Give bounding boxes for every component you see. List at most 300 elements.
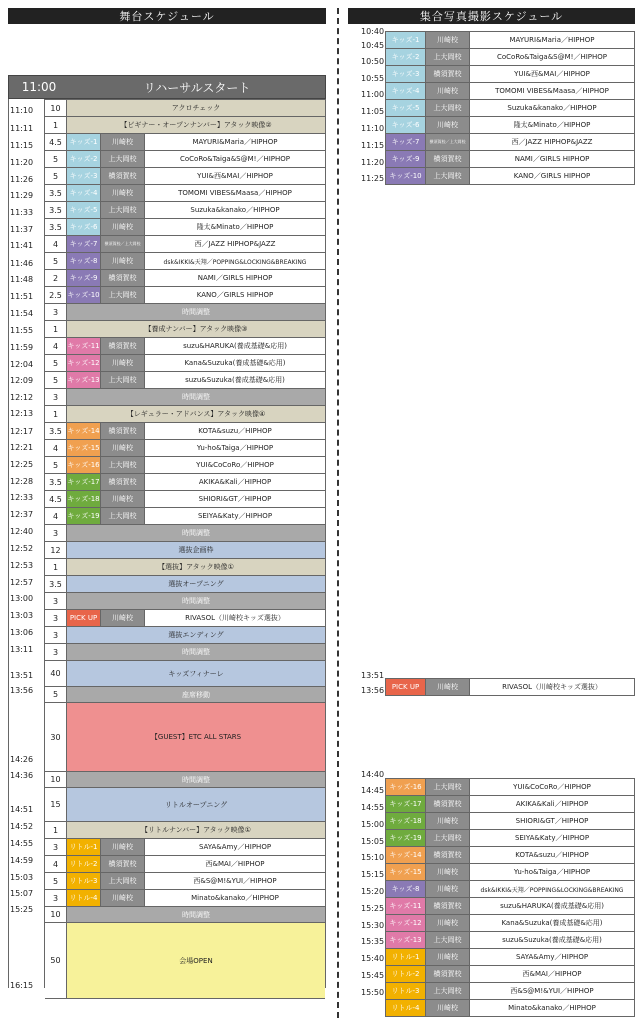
stage-schedule-header: 舞台スケジュール [8,8,326,24]
school-cell: 上大岡校 [426,49,470,65]
schedule-span-row [45,788,325,822]
photo-slot-row [386,1000,634,1017]
school-cell: 川崎校 [426,881,470,897]
act-description: RIVASOL（川崎校キッズ選抜） [470,679,634,695]
time-tick: 12:17 [10,427,34,436]
duration-cell: 3.5 [45,474,67,490]
time-tick: 16:15 [10,981,34,990]
time-tick: 15:25 [361,904,385,913]
act-tag: キッズ-2 [386,49,426,65]
act-description: SAYA&Amy／HIPHOP [145,839,325,855]
span-label: 時間調整 [67,525,325,541]
duration-cell: 5 [45,355,67,371]
school-cell: 川崎校 [101,253,145,269]
school-cell: 上大岡校 [426,100,470,116]
photo-slot-row [386,881,634,898]
act-description: AKIKA&Kali／HIPHOP [470,796,634,812]
duration-cell: 3 [45,389,67,405]
time-tick: 11:10 [361,124,385,133]
act-description: MAYURI&Maria／HIPHOP [145,134,325,150]
span-label: 時間調整 [67,389,325,405]
photo-schedule-table [385,31,635,185]
duration-cell: 1 [45,321,67,337]
act-tag: キッズ-7 [386,134,426,150]
time-tick: 12:37 [10,510,34,519]
school-cell: 上大岡校 [101,287,145,303]
duration-cell: 30 [45,703,67,771]
school-cell: 川崎校 [426,83,470,99]
time-tick: 12:57 [10,578,34,587]
act-tag: キッズ-5 [386,100,426,116]
duration-cell: 1 [45,559,67,575]
act-description: 西&MAI／HIPHOP [145,856,325,872]
photo-slot-row [386,966,634,983]
duration-cell: 10 [45,907,67,922]
act-description: suzu&Suzuka(養成基礎&応用) [470,932,634,948]
school-cell: 横須賀校 [101,856,145,872]
duration-cell: 3 [45,304,67,320]
act-description: 隆太&Minato／HIPHOP [145,219,325,235]
school-cell: 川崎校 [101,839,145,855]
act-tag: キッズ-14 [67,423,101,439]
time-tick: 11:00 [361,90,385,99]
school-cell: 上大岡校 [426,830,470,846]
span-label: 【選抜】アタック映像① [67,559,325,575]
time-tick: 12:28 [10,477,34,486]
duration-cell: 3.5 [45,576,67,592]
span-label: リトルオープニング [67,788,325,821]
time-tick: 14:40 [361,770,385,779]
act-description: 隆太&Minato／HIPHOP [470,117,634,133]
time-tick: 11:41 [10,241,34,250]
duration-cell: 5 [45,168,67,184]
act-description: 西&MAI／HIPHOP [470,966,634,982]
schedule-act-row [45,338,325,355]
act-description: suzu&HARUKA(養成基礎&応用) [470,898,634,914]
span-label: 会場OPEN [67,923,325,998]
time-tick: 12:25 [10,460,34,469]
school-cell: 横須賀校 [426,66,470,82]
time-tick: 14:59 [10,856,34,865]
time-tick: 15:10 [361,853,385,862]
schedule-act-row [45,355,325,372]
photo-slot-row [386,100,634,117]
span-label: 選抜企画枠 [67,542,325,558]
duration-cell: 4.5 [45,134,67,150]
schedule-act-row [45,270,325,287]
act-tag: キッズ-14 [386,847,426,863]
duration-cell: 3 [45,610,67,626]
school-cell: 上大岡校 [426,779,470,795]
time-tick: 11:55 [10,326,34,335]
act-tag: キッズ-18 [67,491,101,507]
time-tick: 15:05 [361,837,385,846]
act-description: SHIORI&GT／HIPHOP [145,491,325,507]
photo-slot-row [386,134,634,151]
schedule-span-row [45,822,325,839]
time-tick: 12:52 [10,544,34,553]
time-tick: 11:05 [361,107,385,116]
photo-slot-row [386,32,634,49]
duration-cell: 4 [45,508,67,524]
schedule-act-row [45,253,325,270]
school-cell: 川崎校 [101,610,145,626]
act-description: dsk&IKKI&天翔／POPPING&LOCKING&BREAKING [145,253,325,269]
photo-slot-row [386,830,634,847]
school-cell: 横須賀校 [426,847,470,863]
schedule-act-row [45,890,325,907]
school-cell: 川崎校 [101,491,145,507]
time-tick: 14:26 [10,755,34,764]
photo-slot-row [386,779,634,796]
act-tag: キッズ-16 [386,779,426,795]
schedule-act-row [45,839,325,856]
span-label: 座席移動 [67,687,325,702]
act-description: KOTA&suzu／HIPHOP [145,423,325,439]
schedule-act-row [45,423,325,440]
act-description: SAYA&Amy／HIPHOP [470,949,634,965]
schedule-span-row [45,687,325,703]
duration-cell: 4 [45,236,67,252]
act-tag: キッズ-18 [386,813,426,829]
time-tick: 10:40 [361,27,385,36]
time-tick: 15:15 [361,870,385,879]
photo-slot-row [386,932,634,949]
school-cell: 川崎校 [101,185,145,201]
school-cell: 横須賀校／上大岡校 [426,134,470,150]
act-description: YUI&CoCoRo／HIPHOP [470,779,634,795]
time-tick: 11:54 [10,309,34,318]
schedule-span-row [45,593,325,610]
photo-slot-row [386,66,634,83]
act-tag: キッズ-17 [67,474,101,490]
act-description: Yu-ho&Taiga／HIPHOP [145,440,325,456]
school-cell: 横須賀校 [101,423,145,439]
school-cell: 川崎校 [426,1000,470,1016]
duration-cell: 5 [45,457,67,473]
act-tag: キッズ-8 [386,881,426,897]
act-tag: キッズ-10 [386,168,426,184]
photo-slot-row [386,898,634,915]
act-tag: キッズ-13 [67,372,101,388]
duration-cell: 10 [45,772,67,787]
school-cell: 上大岡校 [101,202,145,218]
time-tick: 11:37 [10,225,34,234]
time-tick: 14:52 [10,822,34,831]
act-tag: キッズ-12 [67,355,101,371]
school-cell: 横須賀校 [426,966,470,982]
school-cell: 川崎校 [426,949,470,965]
time-tick: 12:33 [10,493,34,502]
act-tag: キッズ-17 [386,796,426,812]
photo-slot-row [386,864,634,881]
school-cell: 上大岡校 [101,873,145,889]
schedule-span-row [45,406,325,423]
span-label: 選抜オープニング [67,576,325,592]
act-tag: キッズ-3 [386,66,426,82]
school-cell: 横須賀校 [426,796,470,812]
act-tag: キッズ-4 [386,83,426,99]
act-description: NAMI／GIRLS HIPHOP [470,151,634,167]
photo-slot-row [386,49,634,66]
duration-cell: 2.5 [45,287,67,303]
span-label: 【ビギナー・オープンナンバー】アタック映像② [67,117,325,133]
schedule-act-row [45,372,325,389]
act-description: 西／JAZZ HIPHOP&JAZZ [470,134,634,150]
photo-slot-row [386,813,634,830]
time-tick: 12:40 [10,527,34,536]
time-tick: 14:51 [10,805,34,814]
act-description: Kana&Suzuka(養成基礎&応用) [145,355,325,371]
act-tag: キッズ-1 [67,134,101,150]
act-tag: キッズ-15 [67,440,101,456]
photo-schedule-table [385,678,635,696]
schedule-act-row [45,168,325,185]
school-cell: 上大岡校 [426,168,470,184]
act-description: Yu-ho&Taiga／HIPHOP [470,864,634,880]
act-description: SHIORI&GT／HIPHOP [470,813,634,829]
time-tick: 10:50 [361,57,385,66]
duration-cell: 1 [45,822,67,838]
schedule-act-row [45,202,325,219]
duration-cell: 1 [45,406,67,422]
act-description: KOTA&suzu／HIPHOP [470,847,634,863]
time-tick: 15:20 [361,887,385,896]
act-tag: キッズ-8 [67,253,101,269]
act-tag: キッズ-13 [386,932,426,948]
photo-slot-row [386,83,634,100]
act-tag: キッズ-11 [67,338,101,354]
act-tag: キッズ-9 [386,151,426,167]
act-tag: キッズ-9 [67,270,101,286]
act-tag: リトル-4 [67,890,101,906]
school-cell: 上大岡校 [101,457,145,473]
photo-slot-row [386,915,634,932]
time-tick: 10:55 [361,74,385,83]
schedule-span-row [45,627,325,644]
schedule-span-row [45,389,325,406]
school-cell: 川崎校 [101,440,145,456]
act-description: CoCoRo&Taiga&S@M!／HIPHOP [470,49,634,65]
duration-cell: 3.5 [45,185,67,201]
school-cell: 川崎校 [426,679,470,695]
photo-slot-row [386,151,634,168]
duration-cell: 3 [45,627,67,643]
span-label: アクロチェック [67,100,325,116]
schedule-act-row [45,610,325,627]
schedule-span-row [45,542,325,559]
span-label: 時間調整 [67,772,325,787]
act-tag: キッズ-16 [67,457,101,473]
time-tick: 13:06 [10,628,34,637]
duration-cell: 5 [45,253,67,269]
school-cell: 横須賀校／上大岡校 [101,236,145,252]
act-description: CoCoRo&Taiga&S@M!／HIPHOP [145,151,325,167]
time-tick: 15:00 [361,820,385,829]
act-tag: キッズ-19 [386,830,426,846]
span-label: 【養成ナンバー】アタック映像③ [67,321,325,337]
act-description: SEIYA&Katy／HIPHOP [470,830,634,846]
time-tick: 15:30 [361,921,385,930]
photo-slot-row [386,796,634,813]
duration-cell: 15 [45,788,67,821]
duration-cell: 3 [45,839,67,855]
duration-cell: 5 [45,372,67,388]
time-tick: 11:15 [361,141,385,150]
act-description: suzu&Suzuka(養成基礎&応用) [145,372,325,388]
time-tick: 13:11 [10,645,34,654]
act-description: Suzuka&kanako／HIPHOP [470,100,634,116]
act-description: SEIYA&Katy／HIPHOP [145,508,325,524]
act-tag: リトル-1 [386,949,426,965]
time-tick: 11:20 [361,158,385,167]
time-tick: 13:56 [361,686,385,695]
time-tick: 15:45 [361,971,385,980]
act-description: Suzuka&kanako／HIPHOP [145,202,325,218]
act-description: Minato&kanako／HIPHOP [145,890,325,906]
duration-cell: 50 [45,923,67,998]
schedule-act-row [45,134,325,151]
time-tick: 14:45 [361,786,385,795]
duration-cell: 2 [45,270,67,286]
act-description: YUI&西&MAI／HIPHOP [145,168,325,184]
duration-cell: 40 [45,661,67,686]
school-cell: 横須賀校 [101,168,145,184]
span-label: 時間調整 [67,907,325,922]
photo-slot-row [386,949,634,966]
schedule-act-row [45,508,325,525]
school-cell: 川崎校 [101,219,145,235]
school-cell: 横須賀校 [426,151,470,167]
time-tick: 15:50 [361,988,385,997]
time-tick: 13:03 [10,611,34,620]
act-description: TOMOMI VIBES&Maasa／HIPHOP [145,185,325,201]
act-tag: リトル-1 [67,839,101,855]
time-tick: 11:26 [10,175,34,184]
school-cell: 上大岡校 [426,983,470,999]
act-description: RIVASOL（川崎校キッズ選抜） [145,610,325,626]
act-tag: キッズ-3 [67,168,101,184]
span-label: 時間調整 [67,644,325,660]
act-description: Kana&Suzuka(養成基礎&応用) [470,915,634,931]
duration-cell: 10 [45,100,67,116]
act-description: MAYURI&Maria／HIPHOP [470,32,634,48]
school-cell: 上大岡校 [101,151,145,167]
schedule-act-row [45,287,325,304]
schedule-act-row [45,491,325,508]
act-description: YUI&CoCoRo／HIPHOP [145,457,325,473]
schedule-span-row [45,644,325,661]
span-label: 時間調整 [67,593,325,609]
act-tag: キッズ-6 [67,219,101,235]
act-tag: キッズ-15 [386,864,426,880]
schedule-span-row [45,321,325,338]
school-cell: 上大岡校 [101,372,145,388]
act-tag: リトル-3 [386,983,426,999]
school-cell: 川崎校 [426,813,470,829]
act-tag: キッズ-5 [67,202,101,218]
schedule-span-row [45,304,325,321]
act-description: 西&S@M!&YUI／HIPHOP [145,873,325,889]
act-description: AKIKA&Kali／HIPHOP [145,474,325,490]
time-tick: 11:48 [10,275,34,284]
start-time: 11:00 [21,80,57,94]
schedule-span-row [45,525,325,542]
duration-cell: 3.5 [45,219,67,235]
time-tick: 10:45 [361,41,385,50]
act-description: YUI&西&MAI／HIPHOP [470,66,634,82]
time-tick: 13:00 [10,594,34,603]
time-tick: 12:09 [10,376,34,385]
time-tick: 12:21 [10,443,34,452]
act-description: NAMI／GIRLS HIPHOP [145,270,325,286]
time-tick: 15:03 [10,873,34,882]
act-description: KANO／GIRLS HIPHOP [145,287,325,303]
act-tag: キッズ-19 [67,508,101,524]
time-tick: 15:40 [361,954,385,963]
rehearsal-start-row [8,75,326,99]
duration-cell: 12 [45,542,67,558]
schedule-act-row [45,151,325,168]
time-tick: 13:51 [361,671,385,680]
school-cell: 川崎校 [101,890,145,906]
stage-schedule-table [44,99,326,988]
start-label: リハーサルスタート [143,80,251,95]
span-label: 【レギュラー・アドバンス】アタック映像④ [67,406,325,422]
photo-schedule-table [385,778,635,1017]
time-tick: 11:29 [10,191,34,200]
act-tag: リトル-2 [386,966,426,982]
duration-cell: 3 [45,644,67,660]
schedule-span-row [45,703,325,772]
time-tick: 12:53 [10,561,34,570]
time-tick: 11:10 [10,106,34,115]
schedule-act-row [45,440,325,457]
schedule-act-row [45,457,325,474]
act-tag: PICK UP [67,610,101,626]
photo-slot-row [386,168,634,185]
time-tick: 12:13 [10,409,34,418]
school-cell: 横須賀校 [101,338,145,354]
school-cell: 川崎校 [101,355,145,371]
schedule-span-row [45,576,325,593]
schedule-act-row [45,219,325,236]
time-tick: 14:55 [361,803,385,812]
time-tick: 13:51 [10,671,34,680]
column-divider [337,8,339,1018]
school-cell: 上大岡校 [101,508,145,524]
schedule-act-row [45,873,325,890]
time-tick: 11:46 [10,259,34,268]
act-description: dsk&IKKI&天翔／POPPING&LOCKING&BREAKING [470,881,634,897]
duration-cell: 3.5 [45,423,67,439]
act-tag: リトル-4 [386,1000,426,1016]
duration-cell: 5 [45,151,67,167]
photo-slot-row [386,679,634,696]
duration-cell: 4 [45,856,67,872]
duration-cell: 4 [45,338,67,354]
act-description: TOMOMI VIBES&Maasa／HIPHOP [470,83,634,99]
act-tag: キッズ-2 [67,151,101,167]
act-tag: キッズ-7 [67,236,101,252]
school-cell: 上大岡校 [426,932,470,948]
act-description: suzu&HARUKA(養成基礎&応用) [145,338,325,354]
time-tick: 11:20 [10,158,34,167]
time-tick: 11:25 [361,174,385,183]
time-tick: 14:55 [10,839,34,848]
time-tick: 11:11 [10,124,34,133]
schedule-span-row [45,559,325,576]
